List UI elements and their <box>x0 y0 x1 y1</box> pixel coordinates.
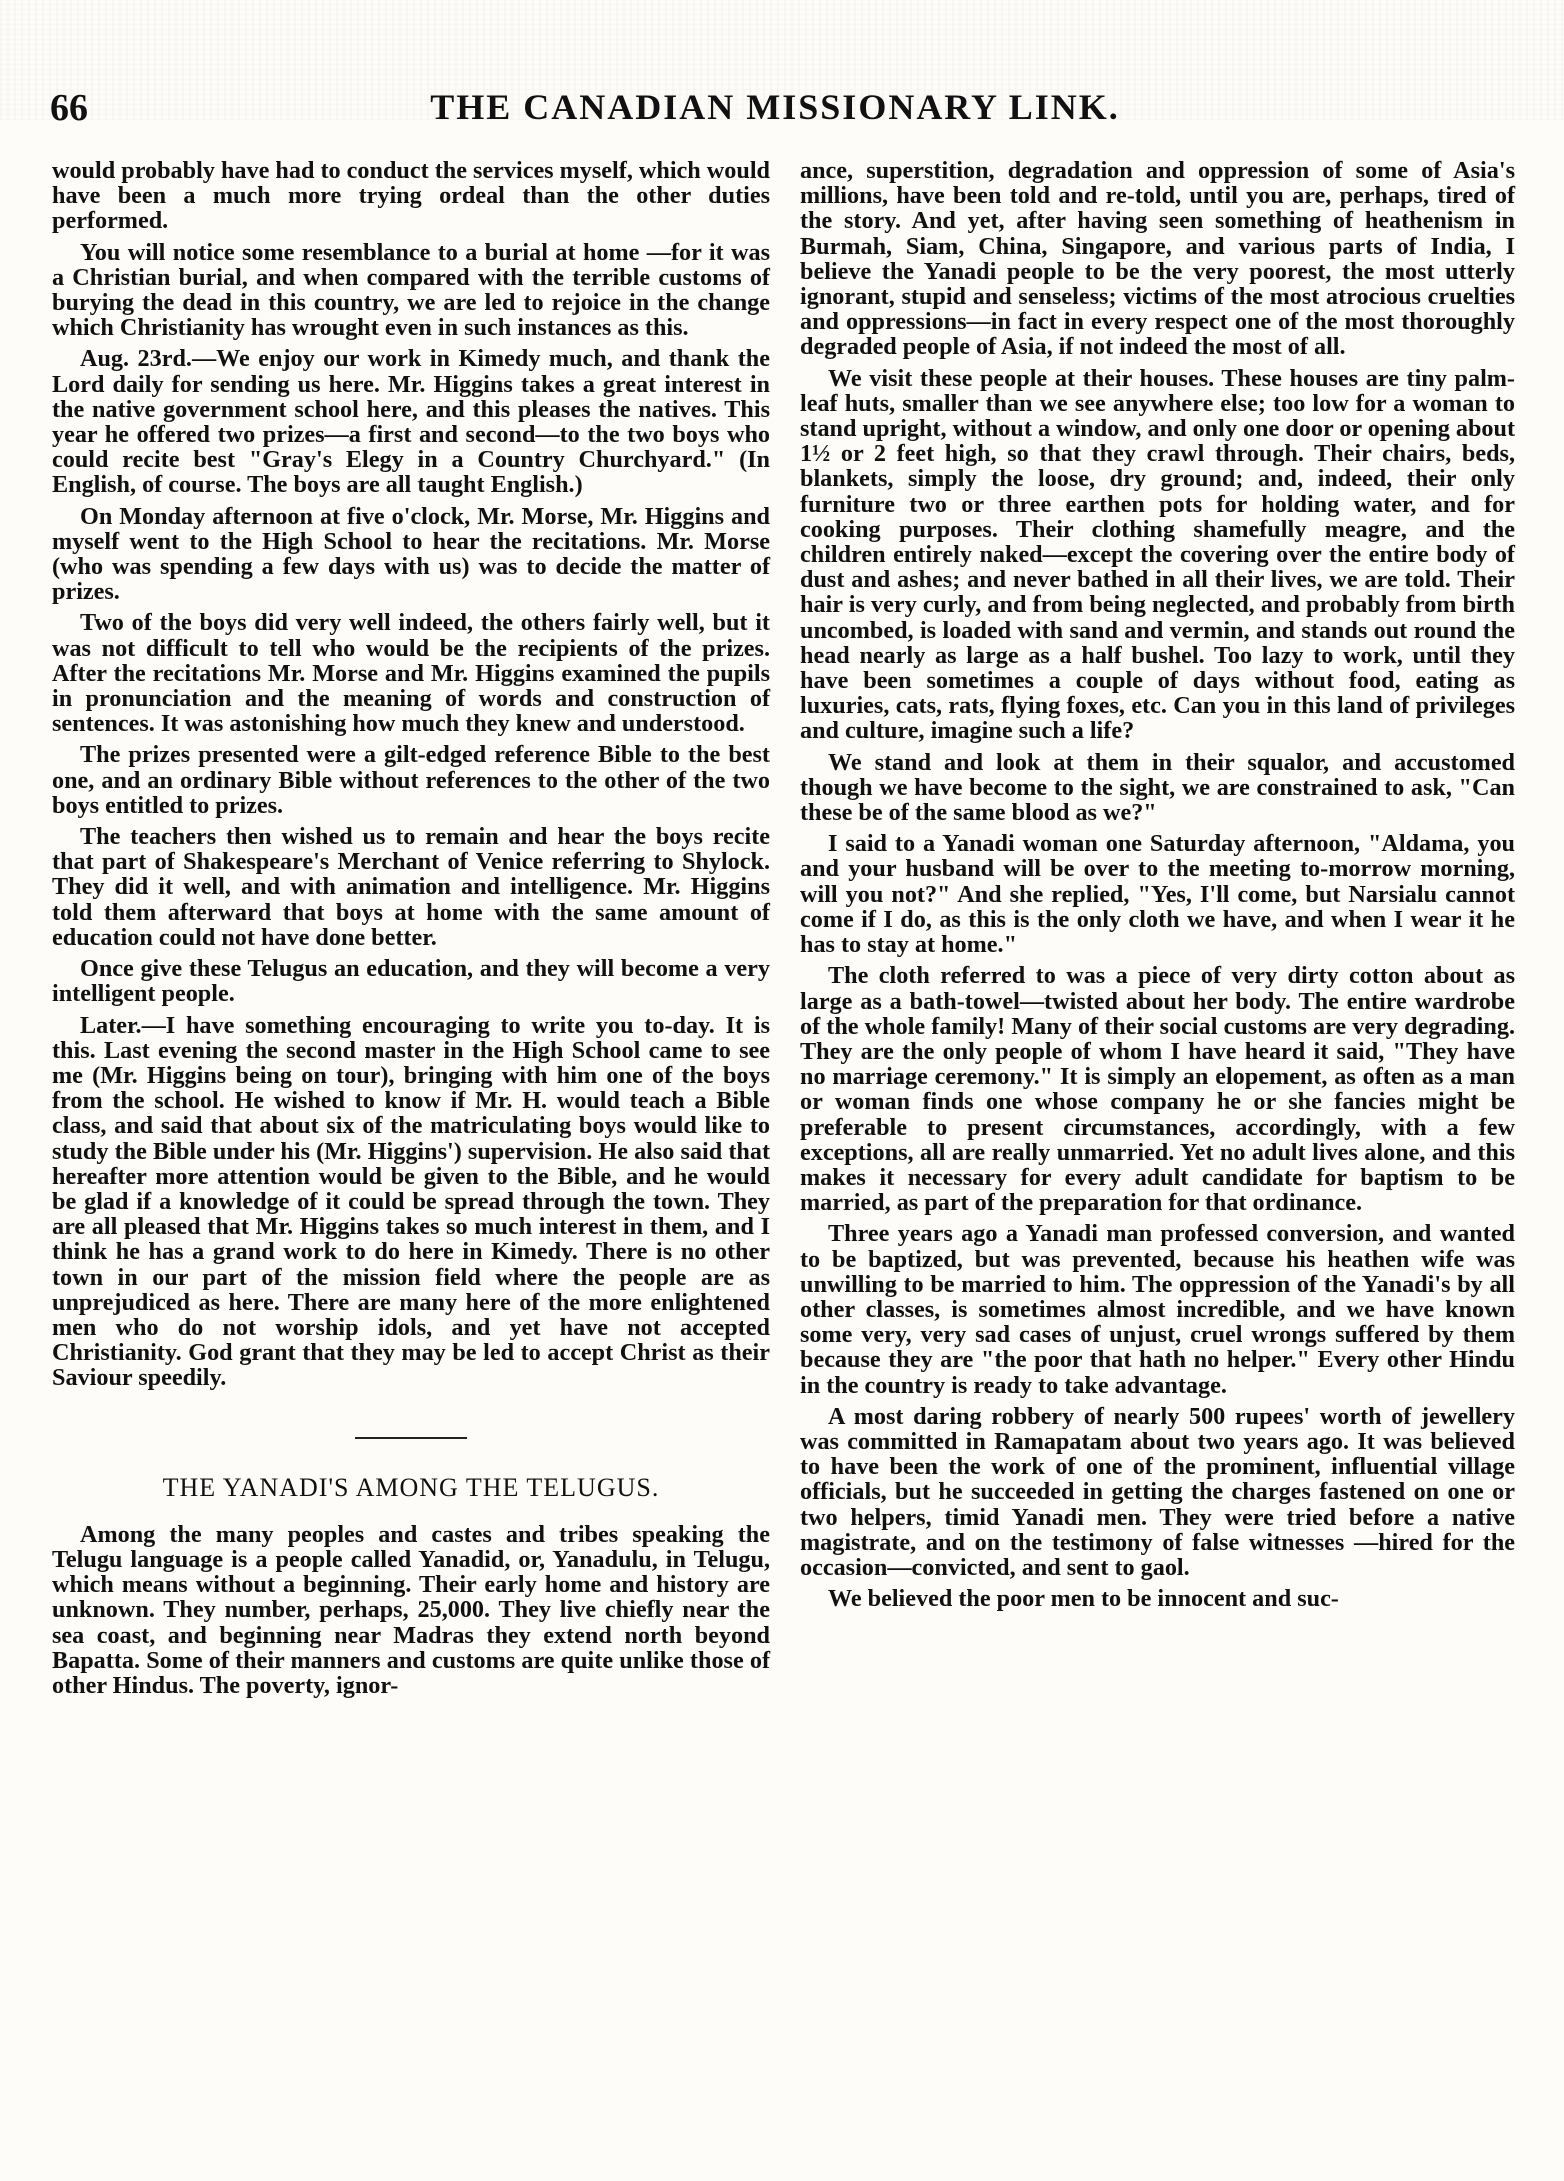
paragraph: would probably have had to conduct the services myself, which would have been a much more trying ordeal than the other duties performed. <box>52 157 770 235</box>
paragraph: We visit these people at their houses. These houses are tiny palm-leaf huts, smaller than we see anywhere else; too low for a woman to stand upright, without a window, and only one door or opening about 1½ or 2 feet high, so that they crawl through. Their chairs, beds, blankets, simply the loose, dry ground; and, indeed, their only furniture two or three earthen pots for holding water, and for cooking purposes. Their clothing shamefully meagre, and the children entirely naked—except the covering over the entire body of dust and ashes; and never bathed in all their lives, we are told. Their hair is very curly, and from being neglected, and probably from birth uncombed, is loaded with sand and vermin, and stands out round the head nearly as large as a half bushel. Too lazy to work, until they have been sometimes a couple of days without food, eating as luxuries, cats, rats, flying foxes, etc. Can you in this land of privileges and culture, imagine such a life? <box>800 364 1515 745</box>
paragraph: We believed the poor men to be innocent and suc- <box>828 1585 1339 1613</box>
paragraph: The teachers then wished us to remain and hear the boys recite that part of Shakespeare's Merchant of Venice referring to Shylock. They did it well, and with animation and intelligence. Mr. Higgins told them afterward that boys at home with the same amount of education could not have done better. <box>52 823 770 951</box>
paragraph: Later.—I have something encouraging to write you to-day. It is this. Last evening the second master in the High School came to see me (Mr. Higgins being on tour), bringing with him one of the boys from the school. He wished to know if Mr. H. would teach a Bible class, and said that about six of the matriculating boys would like to study the Bible under his (Mr. Higgins') supervision. He also said that hereafter more attention would be given to the Bible, and he would be glad if a knowledge of it could be spread through the town. They are all pleased that Mr. Higgins takes so much interest in them, and I think he has a grand work to do here in Kimedy. There is no other town in our part of the mission field where the people are as unprejudiced as here. There are many here of the more enlightened men who do not worship idols, and yet have not accepted Christianity. God grant that they may be led to accept Christ as their Saviour speedily. <box>52 1011 770 1392</box>
paragraph: Once give these Telugus an education, and they will become a very intelligent people. <box>52 955 770 1008</box>
paragraph: ance, superstition, degradation and oppression of some of Asia's millions, have been told and re-told, until you are, perhaps, tired of the story. And yet, after having seen something of heathenism in Burmah, Siam, China, Singapore, and various parts of India, I believe the Yanadi people to be the very poorest, the most utterly ignorant, stupid and senseless; victims of the most atrocious cruelties and oppressions—in fact in every respect one of the most thoroughly degraded people of Asia, if not indeed the most of all. <box>800 157 1515 361</box>
paragraph: You will notice some resemblance to a burial at home —for it was a Christian burial, and when compared with the terrible customs of burying the dead in this country, we are led to rejoice in the change which Christianity has wrought even in such instances as this. <box>52 238 770 342</box>
paragraph: On Monday afternoon at five o'clock, Mr. Morse, Mr. Higgins and myself went to the High School to hear the recitations. Mr. Morse (who was spending a few days with us) was to decide the matter of prizes. <box>52 502 770 606</box>
journal-title: THE CANADIAN MISSIONARY LINK. <box>430 87 1120 127</box>
paragraph: Among the many peoples and castes and tribes speaking the Telugu language is a people called Yanadid, or, Yanadulu, in Telugu, which means without a beginning. Their early home and history are unknown. They number, perhaps, 25,000. They live chiefly near the sea coast, and beginning near Madras they extend north beyond Bapatta. Some of their manners and customs are quite unlike those of other Hindus. The poverty, ignor- <box>52 1520 770 1699</box>
page-number: 66 <box>50 87 88 129</box>
paragraph: I said to a Yanadi woman one Saturday afternoon, "Aldama, you and your husband will be over to the meeting to-morrow morning, will you not?" And she replied, "Yes, I'll come, but Narsialu cannot come if I do, as this is the only cloth we have, and when I wear it he has to stay at home." <box>800 830 1515 959</box>
left-column <box>52 158 770 1704</box>
paragraph: We stand and look at them in their squalor, and accustomed though we have become to the sight, we are constrained to ask, "Can these be of the same blood as we?" <box>800 748 1515 827</box>
paragraph: Two of the boys did very well indeed, the others fairly well, but it was not difficult to tell who would be the recipients of the prizes. After the recitations Mr. Morse and Mr. Higgins examined the pupils in pronunciation and the meaning of words and construction of sentences. It was astonishing how much they knew and understood. <box>52 609 770 738</box>
right-column <box>800 158 1515 1617</box>
section-title: THE YANADI'S AMONG THE TELUGUS. <box>162 1472 660 1502</box>
paragraph: Three years ago a Yanadi man professed conversion, and wanted to be baptized, but was prevented, because his heathen wife was unwilling to be married to him. The oppression of the Yanadi's by all other classes, is sometimes almost incredible, and we have known some very, very sad cases of unjust, cruel wrongs suffered by them because they are "the poor that hath no helper." Every other Hindu in the country is ready to take advantage. <box>800 1220 1515 1399</box>
page-header <box>30 82 1520 134</box>
paragraph: The prizes presented were a gilt-edged reference Bible to the best one, and an ordinary Bible without references to the other of the two boys entitled to prizes. <box>52 741 770 819</box>
section-divider <box>355 1437 467 1439</box>
paragraph: The cloth referred to was a piece of very dirty cotton about as large as a bath-towel—twisted about her body. The entire wardrobe of the whole family! Many of their social customs are very degrading. They are the only people of whom I have heard it said, "They have no marriage ceremony." It is simply an elopement, as often as a man or woman finds one whose company he or she fancies might be preferable to present circumstances, accordingly, with a few exceptions, all are really unmarried. Yet no adult lives alone, and this makes it necessary for every adult candidate for baptism to be married, as part of the preparation for that ordinance. <box>800 962 1515 1217</box>
paragraph: A most daring robbery of nearly 500 rupees' worth of jewellery was committed in Ramapatam about two years ago. It was believed to have been the work of one of the prominent, influential village officials, but he succeeded in getting the charges fastened on one or two helpers, timid Yanadi men. They were tried before a native magistrate, and on the testimony of false witnesses —hired for the occasion—convicted, and sent to gaol. <box>800 1402 1515 1581</box>
paragraph: Aug. 23rd.—We enjoy our work in Kimedy much, and thank the Lord daily for sending us here. Mr. Higgins takes a great interest in the native government school here, and this pleases the natives. This year he offered two prizes—a first and second—to the two boys who could recite best "Gray's Elegy in a Country Churchyard." (In English, of course. The boys are all taught English.) <box>52 345 770 499</box>
